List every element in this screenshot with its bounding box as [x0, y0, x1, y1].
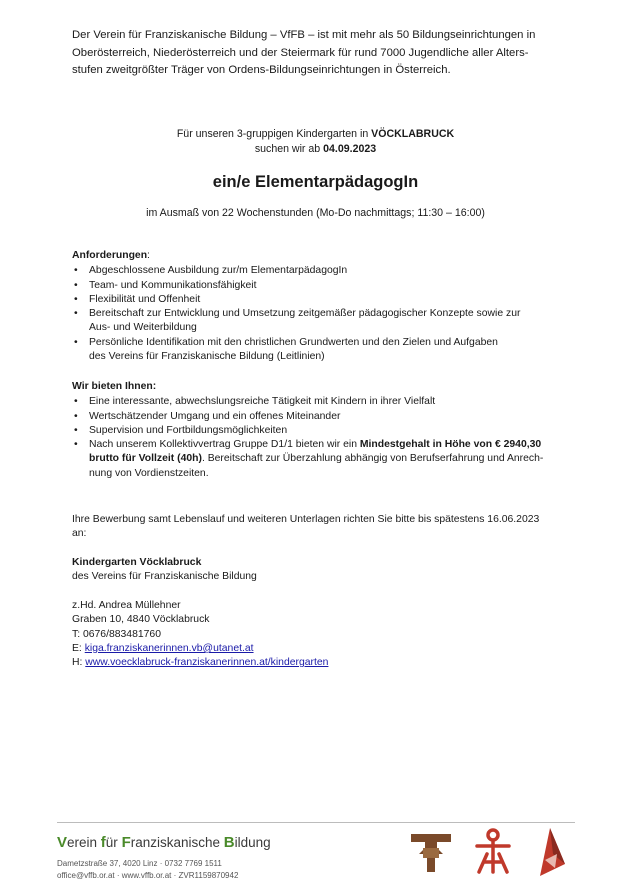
intro-paragraph [72, 27, 568, 80]
list-item: • Team- und Kommunikationsfähigkeit [72, 279, 572, 293]
bullet-icon: • [74, 410, 78, 422]
footer-contact: office@vffb.or.at · www.vffb.or.at · ZVR1159870942 [57, 871, 239, 880]
job-hours: im Ausmaß von 22 Wochenstunden (Mo-Do nachmittags; 11:30 – 16:00) [146, 207, 485, 219]
offer-list [72, 395, 572, 481]
logo-group [405, 824, 580, 884]
list-item: • Eine interessante, abwechslungsreiche Tätigkeit mit Kindern in ihrer Vielfalt [72, 395, 572, 409]
footer-brand: Verein für Franziskanische Bildung [57, 834, 271, 851]
offer-heading: Wir bieten Ihnen: [72, 381, 157, 392]
bullet-icon: • [74, 424, 78, 436]
list-item: • Nach unserem Kollektivvertrag Gruppe D1/1 bieten wir ein Mindestgehalt in Höhe von € 2940,30 brutto für Vollzeit (40h). Bereitschaft zur Überzahlung abhängig von Berufserfahrung und Anrech- nung von Vordienstzeiten. [74, 439, 544, 479]
job-title: ein/e ElementarpädagogIn [212, 173, 419, 191]
footer-address: Dametzstraße 37, 4020 Linz · 0732 7769 1511 [57, 859, 222, 868]
application-paragraph: Ihre Bewerbung samt Lebenslauf und weiteren Unterlagen richten Sie bitte bis spätestens 16.06.2023 an: [72, 514, 540, 540]
contact-org [72, 556, 572, 585]
list-item: • Bereitschaft zur Entwicklung und Umsetzung zeitgemäßer pädagogischer Konzepte sowie zur Aus- und Weiterbildung [74, 308, 521, 334]
bullet-icon: • [74, 265, 78, 277]
list-item: • Supervision und Fortbildungsmöglichkeiten [72, 424, 572, 438]
tree-mountain-logo [540, 828, 565, 876]
footer-divider [57, 822, 575, 823]
bullet-icon: • [74, 336, 78, 348]
intro-line: Oberösterreich, Niederösterreich und der Steiermark für rund 7000 Jugendliche aller Alters- [72, 46, 529, 59]
contact-attn: z.Hd. Andrea Müllehner [72, 600, 181, 611]
org-name: Kindergarten Vöcklabruck [72, 557, 202, 568]
contact-details: z.Hd. Andrea Müllehner Graben 10, 4840 Vöcklabruck T: 0676/883481760 E: kiga.franziskanerinnen.vb@utanet.at H: www.voecklabruck-franziskanerinnen.at/kindergarten [72, 600, 329, 669]
list-item: • Persönliche Identifikation mit den christlichen Grundwerten und den Zielen und Aufgaben des Vereins für Franziskanische Bildung (Leitlinien) [74, 336, 498, 363]
bullet-icon: • [74, 439, 78, 451]
bullet-icon: • [74, 396, 78, 408]
job-location: VÖCKLABRUCK [371, 128, 455, 140]
bullet-icon: • [74, 293, 78, 305]
requirements-section [72, 249, 572, 364]
website-link[interactable]: www.voecklabruck-franziskanerinnen.at/kindergarten [85, 657, 329, 669]
email-link[interactable]: kiga.franziskanerinnen.vb@utanet.at [84, 642, 254, 654]
franciscan-tau-logo [411, 834, 451, 872]
requirements-list [72, 264, 572, 364]
requirements-heading: Anforderungen: [72, 250, 150, 261]
bullet-icon: • [74, 308, 78, 320]
salary-amount: Mindestgehalt in Höhe von € 2940,30 [359, 439, 542, 451]
offer-section [72, 380, 572, 481]
list-item: • Abgeschlossene Ausbildung zur/m ElementarpädagogIn [72, 264, 572, 278]
contact-street: Graben 10, 4840 Vöcklabruck [72, 614, 210, 626]
list-item: • Flexibilität und Offenheit [72, 293, 572, 307]
job-start-date: 04.09.2023 [323, 143, 377, 155]
salary-basis: brutto für Vollzeit (40h) [89, 453, 202, 465]
bullet-icon: • [74, 279, 78, 291]
cross-figure-logo [477, 830, 509, 872]
job-subtitle: Für unseren 3-gruppigen Kindergarten in VÖCKLABRUCK suchen wir ab 04.09.2023 [176, 128, 455, 155]
intro-line: stufen zweitgrößter Träger von Ordens-Bildungseinrichtungen in Österreich. [72, 64, 451, 76]
list-item: • Wertschätzender Umgang und ein offenes Miteinander [72, 410, 572, 424]
org-subtitle: des Vereins für Franziskanische Bildung [72, 571, 257, 583]
footer-logos [405, 824, 580, 889]
contact-phone: T: 0676/883481760 [72, 628, 161, 640]
intro-line: Der Verein für Franziskanische Bildung – VfFB – ist mit mehr als 50 Bildungseinrichtungen in [72, 29, 536, 41]
